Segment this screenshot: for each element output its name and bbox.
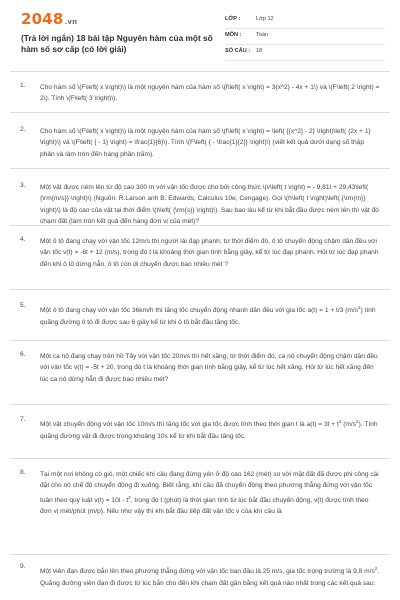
meta-row-subject xyxy=(225,29,385,45)
question-text: Một ô tô đang chạy với vận tốc 12m/s thì người lái đạp phanh; từ thời điểm đó, ô tô chuyển động chậm dần đều với vận tốc v(t) = -6t + 12 (m/s), trong đó t là khoảng thời gian tính bằng giây, kể từ lúc đạp phanh. Hỏi từ lúc đạp phanh đến khi ô tô dừng hẳn, ô tô còn di chuyển được bao nhiêu mét ? xyxy=(40,238,379,268)
meta-row-class xyxy=(225,13,385,29)
question-number: 5. xyxy=(20,302,26,309)
divider xyxy=(10,225,390,226)
question-number: 4. xyxy=(20,236,26,243)
divider xyxy=(10,168,390,169)
question-text: Một viên đạn được bắn lên theo phương thẳng đứng với vận tốc ban đầu là 25 m/s, gia tốc trọng trường là 9,8 $m/s^2$. Quãng đường viên đạn đi được từ lúc bắn cho đến khi chạm đất gần bằng kết quả nào nhất trong các kết quả sau: xyxy=(40,566,380,587)
meta-value: 18 xyxy=(256,48,263,54)
divider xyxy=(10,112,390,113)
question-text: Một vật được ném lên từ độ cao 300 m với vận tốc được cho bởi công thức \(v\left( t \right) = - 9,81t + 29,43\left( {\rm{m/s}} \right)\) (Nguồn: R.Larson anh B. Edwards, Calculus 10e, Cengage). Gọi \(h\left( t \right)\left( {\rm{m}} \right)\) là độ cao của vật tại thời điểm \(t\left( {\rm{s}} \right)\). Sau bao lâu kể từ khi bắt đầu được ném lên thì vật đó chạm đất (làm tròn kết quả đến hàng đơn vị của mét)? xyxy=(40,184,379,226)
question-number: 1. xyxy=(20,82,26,89)
question-text: Cho hàm số \(F\left( x \right)\) là một nguyên hàm của hàm số \(f\left( x \right) = \left( {{x^2} - 2} \right)\left( {2x + 1} \right)\) và \(F\left( { - 1} \right) = \frac{1}{6}\). Tính \(F\left( { - \frac{1}{2}} \right)\) (viết kết quả dưới dạng số thập phân và làm tròn đến hàng phần trăm). xyxy=(40,128,371,158)
meta-table xyxy=(225,13,385,61)
divider xyxy=(10,71,390,72)
question-number: 9. xyxy=(20,563,26,570)
question-number: 6. xyxy=(20,351,26,358)
question-text: Cho hàm số \(F\left( x \right)\) là một nguyên hàm của hàm số \(f\left( x \right) = 3{x^2} - 4x + 1\) và \(F\left( 2 \right) = 2\). Tính \(F\left( 3 \right)\). xyxy=(40,84,380,103)
header xyxy=(0,0,400,66)
question-number: 7. xyxy=(20,416,26,423)
divider xyxy=(10,289,390,290)
divider xyxy=(10,340,390,341)
divider xyxy=(10,554,390,555)
question-text: Một ô tô đang chạy với vận tốc 36km/h thì tăng tốc chuyển động nhanh dần đều với gia tốc a(t) = 1 + t/3 $(m/s^2)$ tính quãng đường ô tô đi được sau 6 giây kể từ khi ô tô bắt đầu tăng tốc. xyxy=(40,305,376,326)
question-number: 3. xyxy=(20,182,26,189)
question-number: 8. xyxy=(20,469,26,476)
brand-name: 2048 xyxy=(21,10,64,28)
question-number: 2. xyxy=(20,126,26,133)
brand-tld: .vn xyxy=(64,18,78,26)
meta-row-count xyxy=(225,45,385,61)
question-text: Tại một nơi không có gió, một chiếc khí cầu đang đứng yên ở độ cao 162 (mét) so với mặt đất đã được phi công cài đặt cho nó chế độ chuyển động đi xuống. Biết rằng, khí cầu đã chuyển động theo phương thẳng đứng với vận tốc tuân theo quy luật $v(t) = 10t - t^2$, trong đó t (phút) là thời gian tính từ lúc bắt đầu chuyển động, v(t) được tính theo đơn vị mét/phút (m/p). Nếu như vậy thì khi bắt đầu tiếp đất vận tốc v của khí cầu là xyxy=(40,471,379,516)
meta-label: LỚP : xyxy=(225,16,241,22)
brand-logo[interactable] xyxy=(21,10,77,28)
divider xyxy=(10,458,390,459)
document-title: (Trả lời ngắn) 18 bài tập Nguyên hàm của một số hàm số sơ cấp (có lời giải) xyxy=(21,33,213,54)
question-text: Một vật chuyển động với vận tốc 10m/s thì tăng tốc với gia tốc được tính theo thời gian t là $a(t) = 3t + t^2$ $(m/s^2)$. Tính quãng đường vật đi được trong khoảng 10s kể từ khi bắt đầu tăng tốc. xyxy=(40,419,378,440)
meta-label: SỐ CÂU : xyxy=(225,48,251,54)
meta-value: Toán xyxy=(256,32,269,38)
meta-label: MÔN : xyxy=(225,32,242,38)
divider xyxy=(10,404,390,405)
meta-value: Lớp 12 xyxy=(256,16,274,22)
question-text: Một ca nô đang chạy trên hồ Tây với vận tốc 20m/s thì hết xăng; từ thời điểm đó, ca nô chuyển động chậm dần đều với vận tốc v(t) = -5t + 20, trong đó t là khoảng thời gian tính bằng giây, kể từ lúc hết xăng. Hỏi từ lúc hết xăng đến lúc ca nô dừng hẳn đi được bao nhiêu mét? xyxy=(40,353,378,383)
